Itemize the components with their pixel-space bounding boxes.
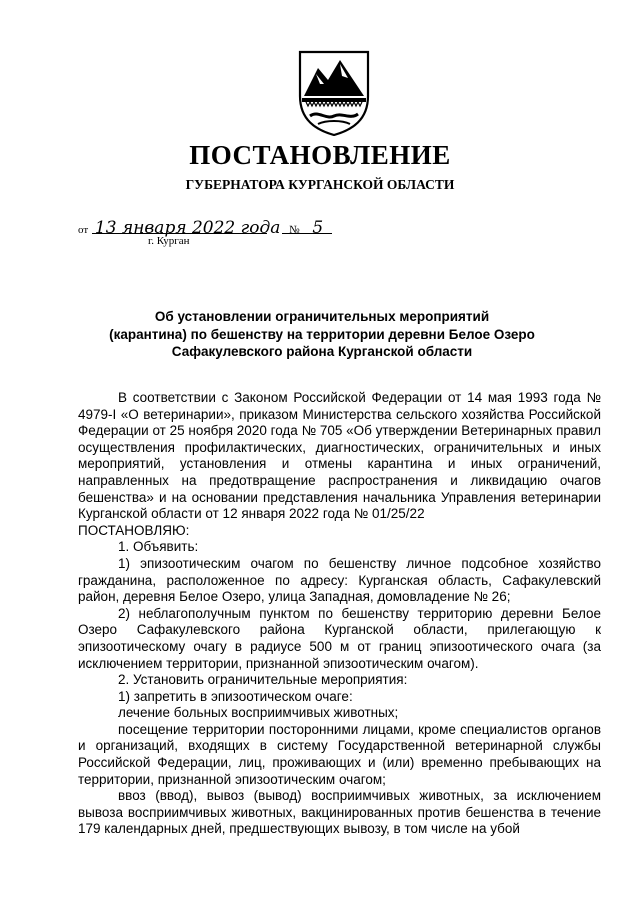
document-subtitle: ГУБЕРНАТОРА КУРГАНСКОЙ ОБЛАСТИ [185, 177, 455, 192]
clause-1: 1. Объявить: [118, 539, 199, 555]
heading-line-3: Сафакулевского района Курганской области [171, 344, 473, 359]
restriction-treatment: лечение больных восприимчивых животных; [118, 705, 399, 721]
handwritten-number: 5 [312, 218, 324, 238]
clause-1-2: 2) неблагополучным пунктом по бешенству территорию деревни Белое Озеро Сафакулевского района Курганской области, прилегающую к эпизоотическому очагу в радиусе 500 м от границ эпизоотического очага (за исключением территории, признанной эпизоотическим очагом). [78, 605, 601, 671]
clause-2-1: 1) запретить в эпизоотическом очаге: [118, 688, 353, 704]
number-underline [282, 233, 332, 234]
preamble-paragraph: В соответствии с Законом Российской Федерации от 14 мая 1993 года № 4979-I «О ветеринарии», приказом Министерства сельского хозяйства Российской Федерации от 25 ноября 2020 года № 705 «Об утверждении Ветеринарных правил осуществления профилактических, диагностических, ограничительных и иных мероприятий, установления и отмены карантина и иных ограничений, направленных на предотвращение распространения и ликвидацию очагов бешенства» и на основании представления начальника Управления ветеринарии Курганской области от 12 января 2022 года № 01/25/22 [78, 390, 601, 522]
date-prefix: от [78, 224, 89, 236]
date-line [78, 218, 323, 238]
number-label: № [289, 224, 300, 236]
restriction-transport: ввоз (ввод), вывоз (вывод) восприимчивых животных, за исключением вывоза восприимчивых животных, вакцинированных против бешенства в течение 179 календарных дней, предшествующих вывозу, в том числе на убой [78, 788, 601, 837]
handwritten-date: 13 января 2022 года [94, 218, 281, 238]
decree-word: ПОСТАНОВЛЯЮ: [78, 522, 190, 538]
restriction-visits: посещение территории посторонними лицами, кроме специалистов органов и организаций, входящих в систему Государственной ветеринарной службы Российской Федерации, лиц, проживающих и (или) временно пребывающих на территории, признанной эпизоотическим очагом; [78, 721, 601, 787]
resolution-heading [80, 308, 564, 361]
coat-of-arms-emblem [296, 50, 372, 136]
heading-line-1: Об установлении ограничительных мероприятий [154, 309, 490, 324]
clause-1-1: 1) эпизоотическим очагом по бешенству личное подсобное хозяйство гражданина, расположенное по адресу: Курганская область, Сафакулевский район, деревня Белое Озеро, улица Западная, домовладение № 26; [78, 555, 601, 605]
document-title: ПОСТАНОВЛЕНИЕ [189, 140, 451, 170]
clause-2: 2. Установить ограничительные мероприятия: [118, 672, 408, 688]
document-body [78, 390, 601, 838]
date-underline [92, 233, 267, 234]
heading-line-2: (карантина) по бешенству на территории деревни Белое Озеро [109, 326, 535, 342]
city-label: г. Курган [148, 235, 190, 247]
